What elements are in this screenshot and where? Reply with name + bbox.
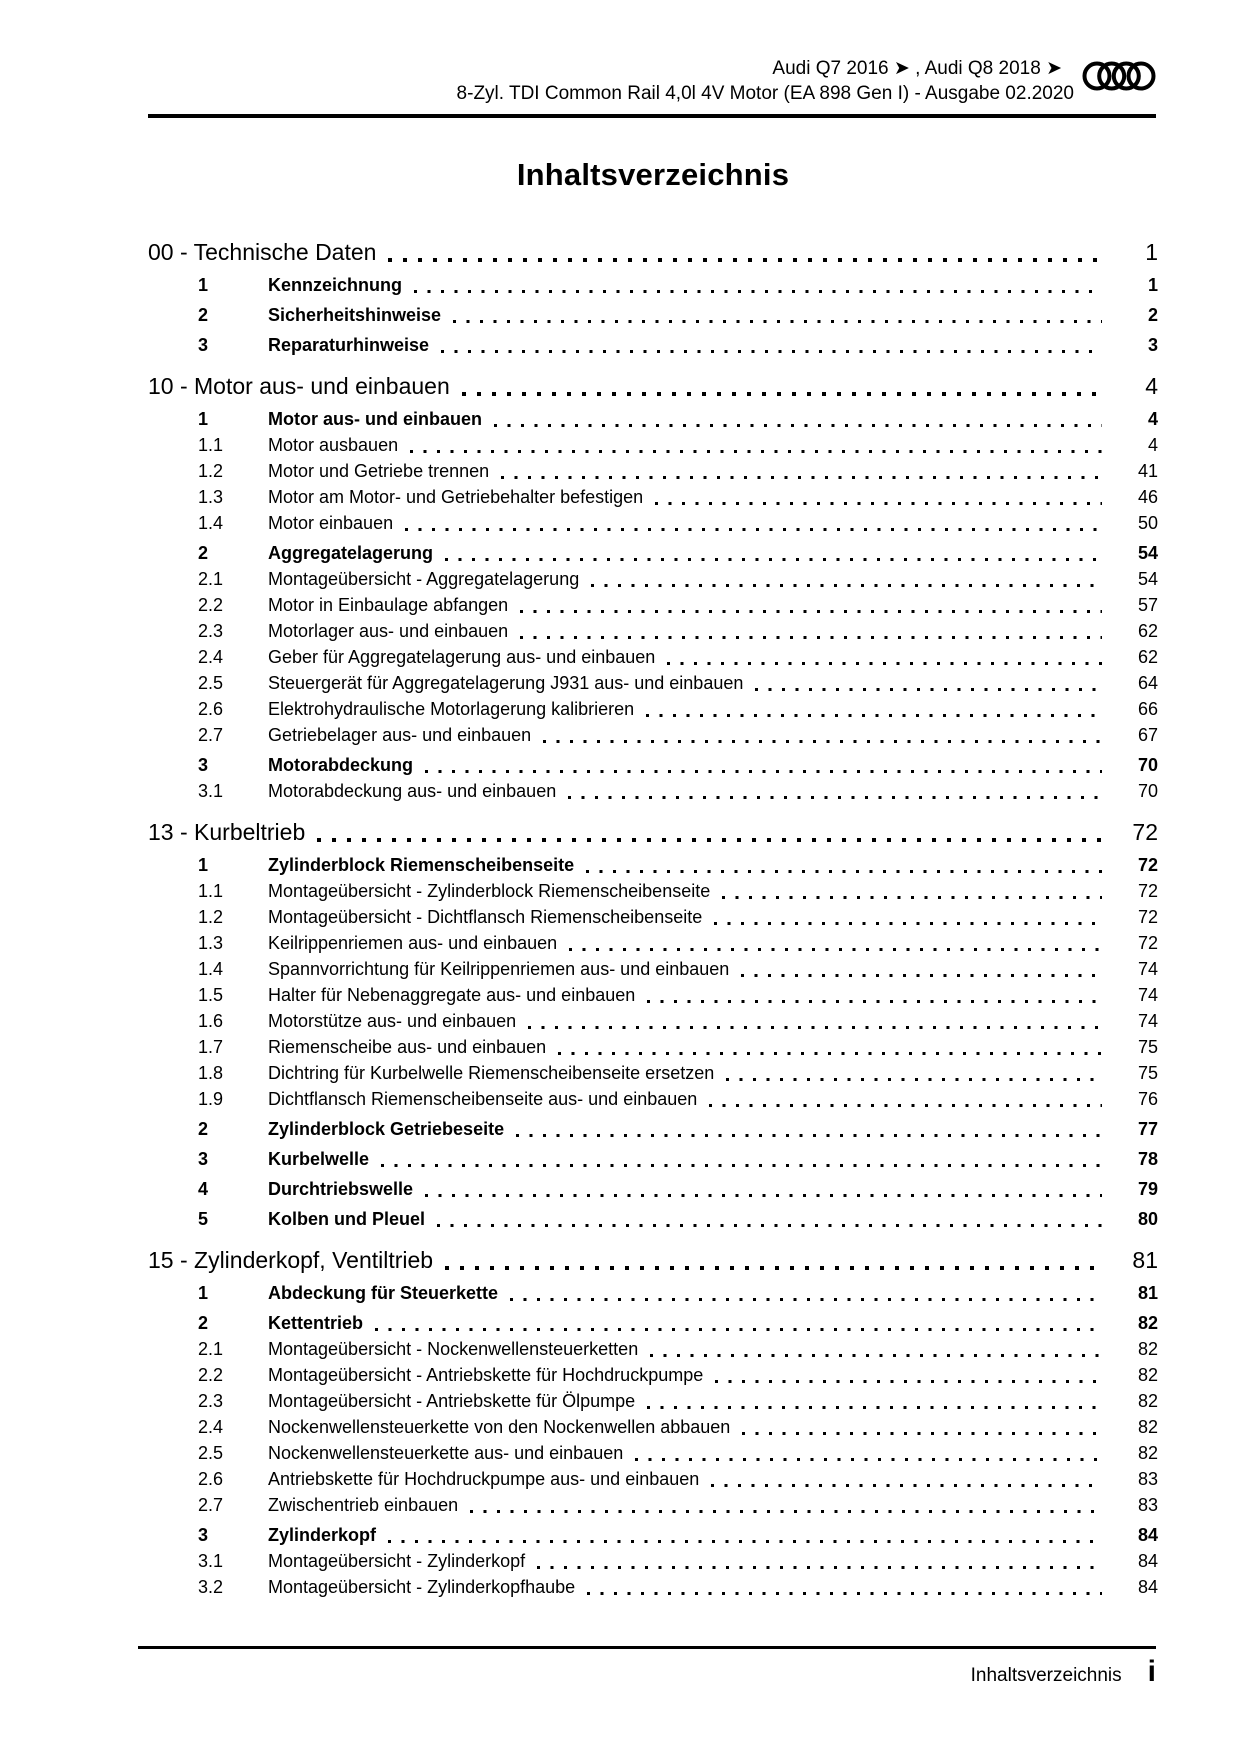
item-number: 2.5 [198, 1443, 224, 1463]
toc-item-row [148, 1116, 1158, 1142]
item-number: 1.2 [198, 461, 224, 481]
item-title: Kennzeichnung [268, 275, 402, 295]
item-title: Montageübersicht - Antriebskette für Ölpumpe [268, 1391, 636, 1411]
page-number: 75 [1137, 1063, 1158, 1083]
chapter-label: 13 - Kurbeltrieb [148, 819, 306, 845]
item-title: Riemenscheibe aus- und einbauen [268, 1037, 547, 1057]
item-title: Kettentrieb [268, 1313, 364, 1333]
page-number: 67 [1137, 725, 1158, 745]
page-number: 82 [1137, 1313, 1158, 1333]
toc-item-row [148, 1176, 1158, 1202]
page-number: 75 [1137, 1037, 1158, 1057]
header-models: Audi Q7 2016 ➤ , Audi Q8 2018 ➤ [772, 58, 1062, 79]
page-number: 46 [1137, 487, 1158, 507]
page-number: 81 [1132, 1247, 1158, 1273]
toc-item-row [148, 1086, 1158, 1112]
item-title: Montageübersicht - Zylinderblock Riemenscheibenseite [268, 881, 711, 901]
item-number: 4 [198, 1179, 209, 1199]
item-number: 1.7 [198, 1037, 224, 1057]
toc-item-row [148, 510, 1158, 536]
item-number: 1 [198, 855, 209, 875]
item-number: 2.1 [198, 569, 224, 589]
item-number: 1.6 [198, 1011, 224, 1031]
item-number: 2.1 [198, 1339, 224, 1359]
page-number: 78 [1137, 1149, 1158, 1169]
dot-leader [568, 796, 1102, 799]
page-number: 70 [1137, 781, 1158, 801]
page-number: 72 [1132, 819, 1158, 845]
page-number: 82 [1137, 1417, 1158, 1437]
item-number: 1 [198, 1283, 209, 1303]
dot-leader [528, 1026, 1102, 1029]
item-title: Geber für Aggregatelagerung aus- und einbauen [268, 647, 656, 667]
item-title: Steuergerät für Aggregatelagerung J931 aus- und einbauen [268, 673, 744, 693]
toc-item-row [148, 592, 1158, 618]
page-number: 82 [1137, 1443, 1158, 1463]
item-title: Montageübersicht - Antriebskette für Hochdruckpumpe [268, 1365, 704, 1385]
footer-page-number: i [1147, 1655, 1156, 1688]
page-number: 74 [1137, 985, 1158, 1005]
page-number: 62 [1137, 621, 1158, 641]
dot-leader [709, 1104, 1102, 1107]
toc-item-row [148, 696, 1158, 722]
toc-chapter-row [148, 236, 1158, 268]
toc-item-row [148, 1034, 1158, 1060]
item-title: Motor ausbauen [268, 435, 399, 455]
item-title: Nockenwellensteuerkette von den Nockenwellen abbauen [268, 1417, 731, 1437]
toc-item-row [148, 904, 1158, 930]
item-number: 3 [198, 335, 209, 355]
page-number: 54 [1137, 543, 1158, 563]
item-title: Motor am Motor- und Getriebehalter befestigen [268, 487, 644, 507]
toc-item-row [148, 302, 1158, 328]
dot-leader [516, 1134, 1102, 1137]
toc-item-row [148, 332, 1158, 358]
toc-item-row [148, 778, 1158, 804]
toc-item-row [148, 1362, 1158, 1388]
dot-leader [591, 584, 1102, 587]
toc-item-row [148, 930, 1158, 956]
item-title: Montageübersicht - Dichtflansch Riemenscheibenseite [268, 907, 703, 927]
dot-leader [558, 1052, 1102, 1055]
page-number: 79 [1137, 1179, 1158, 1199]
page-number: 84 [1137, 1551, 1158, 1571]
item-number: 1 [198, 409, 209, 429]
item-number: 1.4 [198, 959, 224, 979]
item-title: Motor aus- und einbauen [268, 409, 482, 429]
dot-leader [462, 392, 1102, 396]
toc-item-row [148, 670, 1158, 696]
toc-item-row [148, 1440, 1158, 1466]
dot-leader [655, 502, 1102, 505]
dot-leader [501, 476, 1102, 479]
dot-leader [437, 1224, 1102, 1227]
toc-item-row [148, 406, 1158, 432]
dot-leader [711, 1484, 1102, 1487]
item-number: 1.1 [198, 435, 224, 455]
page-number: 77 [1137, 1119, 1158, 1139]
item-title: Durchtriebswelle [268, 1179, 414, 1199]
dot-leader [587, 1592, 1102, 1595]
dot-leader [425, 770, 1102, 773]
toc-item-row [148, 1310, 1158, 1336]
toc-item-row [148, 1492, 1158, 1518]
item-number: 2.6 [198, 1469, 224, 1489]
page-number: 84 [1137, 1577, 1158, 1597]
item-title: Montageübersicht - Zylinderkopfhaube [268, 1577, 576, 1597]
item-title: Getriebelager aus- und einbauen [268, 725, 532, 745]
item-title: Dichtring für Kurbelwelle Riemenscheibenseite ersetzen [268, 1063, 715, 1083]
dot-leader [741, 974, 1102, 977]
dot-leader [470, 1510, 1102, 1513]
toc-item-row [148, 1146, 1158, 1172]
page-number: 82 [1137, 1365, 1158, 1385]
item-number: 2.3 [198, 621, 224, 641]
item-title: Montageübersicht - Nockenwellensteuerketten [268, 1339, 639, 1359]
dot-leader [726, 1078, 1102, 1081]
chapter-label: 10 - Motor aus- und einbauen [148, 373, 450, 399]
dot-leader [586, 870, 1102, 873]
page-number: 72 [1137, 907, 1158, 927]
toc-item-row [148, 1280, 1158, 1306]
item-number: 3 [198, 1149, 209, 1169]
toc-item-row [148, 644, 1158, 670]
item-title: Zwischentrieb einbauen [268, 1495, 459, 1515]
item-title: Motorabdeckung aus- und einbauen [268, 781, 557, 801]
item-number: 1.3 [198, 487, 224, 507]
dot-leader [410, 450, 1102, 453]
toc-item-row [148, 1336, 1158, 1362]
toc-item-row [148, 722, 1158, 748]
toc-item-row [148, 1060, 1158, 1086]
dot-leader [755, 688, 1102, 691]
page-number: 82 [1137, 1339, 1158, 1359]
toc-item-row [148, 1206, 1158, 1232]
toc-item-row [148, 1466, 1158, 1492]
item-title: Motor in Einbaulage abfangen [268, 595, 509, 615]
page-number: 2 [1147, 305, 1158, 325]
item-title: Keilrippenriemen aus- und einbauen [268, 933, 558, 953]
toc-item-row [148, 566, 1158, 592]
chapter-label: 00 - Technische Daten [148, 239, 377, 265]
item-title: Motor und Getriebe trennen [268, 461, 490, 481]
page-number: 74 [1137, 1011, 1158, 1031]
item-title: Elektrohydraulische Motorlagerung kalibrieren [268, 699, 635, 719]
dot-leader [650, 1354, 1102, 1357]
item-title: Kolben und Pleuel [268, 1209, 426, 1229]
item-number: 1.1 [198, 881, 224, 901]
item-number: 5 [198, 1209, 209, 1229]
item-title: Sicherheitshinweise [268, 305, 442, 325]
toc-item-row [148, 852, 1158, 878]
toc-item-row [148, 982, 1158, 1008]
dot-leader [537, 1566, 1102, 1569]
dot-leader [453, 320, 1102, 323]
dot-leader [647, 1406, 1102, 1409]
item-title: Zylinderkopf [268, 1525, 377, 1545]
item-title: Nockenwellensteuerkette aus- und einbauen [268, 1443, 624, 1463]
dot-leader [543, 740, 1102, 743]
item-number: 1 [198, 275, 209, 295]
item-number: 2.4 [198, 1417, 224, 1437]
page-number: 72 [1137, 933, 1158, 953]
dot-leader [494, 424, 1102, 427]
page-number: 4 [1145, 373, 1158, 399]
item-title: Spannvorrichtung für Keilrippenriemen aus- und einbauen [268, 959, 730, 979]
dot-leader [647, 1000, 1102, 1003]
item-title: Montageübersicht - Aggregatelagerung [268, 569, 580, 589]
item-title: Motorlager aus- und einbauen [268, 621, 509, 641]
dot-leader [635, 1458, 1102, 1461]
item-title: Motor einbauen [268, 513, 394, 533]
page-header [148, 56, 1156, 118]
item-number: 2.6 [198, 699, 224, 719]
toc-chapter-row [148, 370, 1158, 402]
item-title: Aggregatelagerung [268, 543, 434, 563]
page-number: 4 [1147, 409, 1158, 429]
item-title: Antriebskette für Hochdruckpumpe aus- und einbauen [268, 1469, 700, 1489]
page-number: 72 [1137, 881, 1158, 901]
dot-leader [569, 948, 1102, 951]
item-number: 3 [198, 755, 209, 775]
dot-leader [714, 922, 1102, 925]
dot-leader [405, 528, 1102, 531]
item-number: 1.2 [198, 907, 224, 927]
page-number: 72 [1137, 855, 1158, 875]
item-title: Dichtflansch Riemenscheibenseite aus- und einbauen [268, 1089, 698, 1109]
header-subtitle: 8-Zyl. TDI Common Rail 4,0l 4V Motor (EA 898 Gen I) - Ausgabe 02.2020 [456, 83, 1074, 104]
item-number: 3 [198, 1525, 209, 1545]
toc-item-row [148, 752, 1158, 778]
content-area [148, 122, 1158, 1600]
page-number: 81 [1137, 1283, 1158, 1303]
toc-item-row [148, 956, 1158, 982]
page-number: 74 [1137, 959, 1158, 979]
dot-leader [441, 350, 1102, 353]
toc-chapter-row [148, 1244, 1158, 1276]
toc-item-row [148, 1414, 1158, 1440]
audi-rings-icon [1082, 56, 1156, 101]
page-number: 84 [1137, 1525, 1158, 1545]
page-number: 57 [1137, 595, 1158, 615]
toc-item-row [148, 540, 1158, 566]
page-number: 4 [1147, 435, 1158, 455]
toc-item-row [148, 432, 1158, 458]
page-title: Inhaltsverzeichnis [516, 157, 790, 192]
page-number: 64 [1137, 673, 1158, 693]
dot-leader [425, 1194, 1102, 1197]
item-title: Abdeckung für Steuerkette [268, 1283, 499, 1303]
toc-item-row [148, 1522, 1158, 1548]
item-number: 3.1 [198, 1551, 224, 1571]
page-footer [138, 1646, 1156, 1687]
item-title: Zylinderblock Riemenscheibenseite [268, 855, 575, 875]
page-number: 83 [1137, 1469, 1158, 1489]
dot-leader [520, 636, 1102, 639]
dot-leader [317, 838, 1102, 842]
item-number: 2 [198, 1313, 209, 1333]
dot-leader [742, 1432, 1102, 1435]
page-number: 62 [1137, 647, 1158, 667]
item-number: 2.7 [198, 1495, 224, 1515]
dot-leader [510, 1298, 1102, 1301]
item-number: 2.3 [198, 1391, 224, 1411]
item-title: Montageübersicht - Zylinderkopf [268, 1551, 526, 1571]
page-number: 82 [1137, 1391, 1158, 1411]
item-number: 2.2 [198, 1365, 224, 1385]
page-number: 54 [1137, 569, 1158, 589]
footer-section-label: Inhaltsverzeichnis [970, 1665, 1122, 1686]
dot-leader [388, 1540, 1102, 1543]
dot-leader [715, 1380, 1102, 1383]
item-number: 2.7 [198, 725, 224, 745]
dot-leader [445, 1266, 1102, 1270]
toc-item-row [148, 618, 1158, 644]
item-title: Motorabdeckung [268, 755, 414, 775]
item-number: 2 [198, 543, 209, 563]
dot-leader [381, 1164, 1102, 1167]
item-title: Halter für Nebenaggregate aus- und einbauen [268, 985, 636, 1005]
item-number: 2 [198, 305, 209, 325]
toc-item-row [148, 272, 1158, 298]
item-number: 1.9 [198, 1089, 224, 1109]
item-number: 1.4 [198, 513, 224, 533]
page-number: 3 [1147, 335, 1158, 355]
item-title: Motorstütze aus- und einbauen [268, 1011, 517, 1031]
dot-leader [414, 290, 1102, 293]
toc-item-row [148, 1574, 1158, 1600]
dot-leader [520, 610, 1102, 613]
item-number: 3.1 [198, 781, 224, 801]
toc-chapter-row [148, 816, 1158, 848]
item-number: 1.5 [198, 985, 224, 1005]
page-number: 80 [1137, 1209, 1158, 1229]
item-number: 2 [198, 1119, 209, 1139]
page-number: 41 [1137, 461, 1158, 481]
chapter-label: 15 - Zylinderkopf, Ventiltrieb [148, 1247, 434, 1273]
dot-leader [646, 714, 1102, 717]
toc-item-row [148, 458, 1158, 484]
item-title: Zylinderblock Getriebeseite [268, 1119, 505, 1139]
item-number: 2.2 [198, 595, 224, 615]
page-number: 50 [1137, 513, 1158, 533]
page-number: 83 [1137, 1495, 1158, 1515]
dot-leader [375, 1328, 1102, 1331]
item-title: Kurbelwelle [268, 1149, 370, 1169]
item-number: 3.2 [198, 1577, 224, 1597]
dot-leader [388, 258, 1102, 262]
item-number: 2.4 [198, 647, 224, 667]
page-number: 1 [1145, 239, 1158, 265]
toc-item-row [148, 878, 1158, 904]
toc-item-row [148, 484, 1158, 510]
toc-item-row [148, 1008, 1158, 1034]
toc-item-row [148, 1388, 1158, 1414]
page-number: 66 [1137, 699, 1158, 719]
dot-leader [667, 662, 1102, 665]
item-number: 1.3 [198, 933, 224, 953]
page-number: 76 [1137, 1089, 1158, 1109]
item-number: 2.5 [198, 673, 224, 693]
dot-leader [722, 896, 1102, 899]
toc-item-row [148, 1548, 1158, 1574]
table-of-contents [148, 236, 1158, 1600]
page-number: 70 [1137, 755, 1158, 775]
item-title: Reparaturhinweise [268, 335, 430, 355]
item-number: 1.8 [198, 1063, 224, 1083]
page-number: 1 [1147, 275, 1158, 295]
dot-leader [445, 558, 1102, 561]
